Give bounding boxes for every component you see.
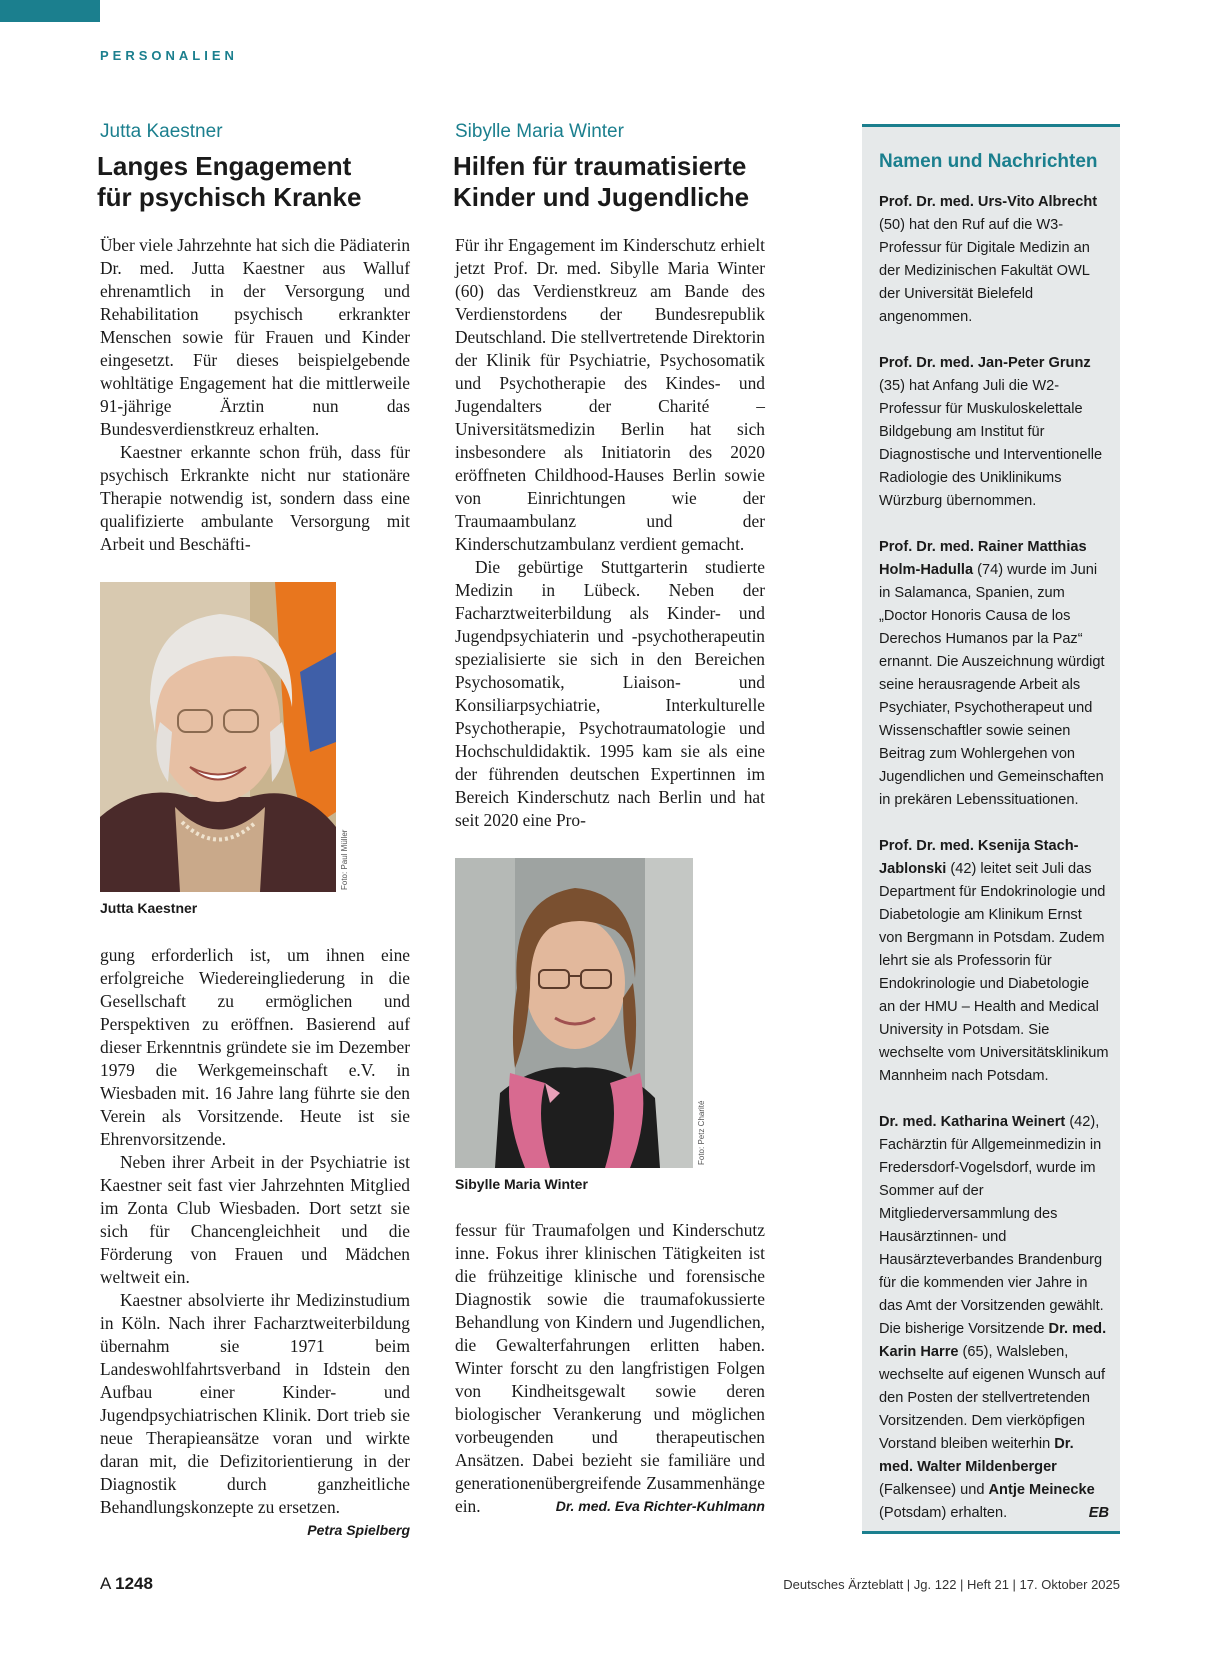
- article1-photo-credit: Foto: Paul Müller: [340, 829, 349, 890]
- article2-headline: [453, 151, 749, 213]
- sidebar-entry-2-text: (35) hat Anfang Juli die W2-Professur für Muskuloskelettale Bildgebung am Institut für Diagnostische und Interventionelle Radiologie des Uniklinikums Würzburg übernommen.: [879, 378, 1103, 509]
- article2-photo-credit: Foto: Petz Charité: [697, 1100, 706, 1165]
- page-prefix: A: [100, 1574, 111, 1593]
- sidebar-entry-5-name-2: Dr. med. Karin Harre: [879, 1321, 1107, 1360]
- sidebar-entry-4: [879, 835, 1109, 1088]
- article1-column-bottom: [100, 944, 410, 1542]
- article1-paragraph-3: Neben ihrer Arbeit in der Psychiatrie ist Kaestner seit fast vier Jahrzehnten Mitglied im Zonta Club Wiesbaden. Dort setzt sie sich für Chancengleichheit und die Förderung von Frauen und Mädchen weltweit ein.: [100, 1152, 410, 1287]
- sidebar-entry-2-name: Prof. Dr. med. Jan-Peter Grunz: [879, 355, 1091, 371]
- article1-photo-caption: Jutta Kaestner: [100, 900, 198, 916]
- sidebar-entry-5-name: Dr. med. Katharina Weinert: [879, 1114, 1066, 1130]
- article2-column-bottom: [455, 1219, 765, 1518]
- article2-paragraph-1: Für ihr Engagement im Kinderschutz erhielt jetzt Prof. Dr. med. Sibylle Maria Winter (60) das Verdienstkreuz am Bande des Verdienstordens der Bundesrepublik Deutschland. Die stellvertretende Direktorin der Klinik für Psychiatrie, Psychosomatik und Psychotherapie des Kindes- und Jugendalters der Charité – Universitätsmedizin Berlin hat sich insbesondere als Initiatorin des 2020 eröffneten Childhood-Hauses Berlin sowie von Einrichtungen wie der Traumaambulanz und der Kinderschutzambulanz verdient gemacht.: [455, 235, 765, 554]
- sidebar-entry-3-text: (74) wurde im Juni in Salamanca, Spanien, zum „Doctor Honoris Causa de los Derechos Humanos par la Paz“ ernannt. Die Auszeichnung würdigt seine herausragende Arbeit als Psychiater, Psychotherapeut und Wissenschaftler sowie seinen Beitrag zum Wohlergehen von Jugendlichen und Gemeinschaften in prekären Lebenssituationen.: [879, 562, 1105, 808]
- article2-paragraph-2a: Die gebürtige Stuttgarterin studierte Medizin in Lübeck. Neben der Facharztweiterbildung als Kinder- und Jugendpsychiaterin und -psychotherapeutin spezialisierte sie sich in den Bereichen Psychosomatik, Liaison- und Konsiliarpsychiatrie, Interkulturelle Psychotherapie, Psychotraumatologie und Hochschuldidaktik. 1995 kam sie als eine der führenden deutschen Expertinnen im Bereich Kinderschutz nach Berlin und hat seit 2020 eine Pro-: [455, 557, 765, 830]
- article1-headline: [97, 151, 361, 213]
- corner-accent-bar: [0, 0, 100, 22]
- article1-paragraph-2b: gung erforderlich ist, um ihnen eine erfolgreiche Wiedereingliederung in die Gesellschaft zu ermöglichen und Perspektiven zu eröffnen. Basierend auf dieser Erkenntnis gründete sie im Dezember 1979 die Werkgemeinschaft e.V. in Wiesbaden mit. 16 Jahre lang führte sie den Verein als Vorsitzende. Heute ist sie Ehrenvorsitzende.: [100, 945, 410, 1149]
- sidebar-entry-1: [879, 191, 1109, 329]
- sidebar-entry-5-name-3: Dr. med. Walter Mildenberger: [879, 1436, 1074, 1475]
- article1-author: Petra Spielberg: [307, 1522, 410, 1538]
- page-number: [100, 1574, 153, 1594]
- article2-author: Dr. med. Eva Richter-Kuhlmann: [555, 1498, 765, 1514]
- article1-kicker: Jutta Kaestner: [100, 121, 223, 142]
- article1-headline-line1: Langes Engagement: [97, 151, 352, 181]
- article2-headline-line1: Hilfen für traumatisierte: [453, 151, 747, 181]
- sidebar-title: Namen und Nachrichten: [879, 151, 1098, 172]
- sidebar-entry-5-text-3: (Falkensee) und: [879, 1482, 989, 1498]
- page-number-value: 1248: [115, 1574, 153, 1593]
- article2-kicker: Sibylle Maria Winter: [455, 121, 624, 142]
- sidebar-body: [879, 191, 1109, 1548]
- article2-paragraph-2b-text: fessur für Traumafolgen und Kinderschutz inne. Fokus ihrer klinischen Tätigkeiten ist die frühzeitige klinische und forensische Diagnostik sowie die traumafokussierte Behandlung von Kindern und Jugendlichen, die Gewalterfahrungen erlitten haben. Winter forscht zu den langfristigen Folgen von Kindheitsgewalt sowie deren biologischer Verankerung und möglichen vorbeugenden und therapeutischen Ansätzen. Dabei bezieht sie familiäre und generationenübergreifende Zusammenhänge ein.: [455, 1220, 765, 1516]
- article2-column-top: [455, 234, 765, 832]
- article2-paragraph-2b: [455, 1219, 765, 1518]
- article2-photo-caption: Sibylle Maria Winter: [455, 1176, 588, 1192]
- article2-headline-line2: Kinder und Jugendliche: [453, 182, 750, 212]
- sidebar-entry-4-name: Prof. Dr. med. Ksenija Stach-Jablonski: [879, 838, 1079, 877]
- sidebar-entry-5-name-4: Antje Meinecke: [988, 1482, 1095, 1498]
- sidebar-entry-5-text-2: (65), Walsleben, wechselte auf eigenen Wunsch auf den Posten der stellvertretenden Vorsitzenden. Dem vierköpfigen Vorstand bleiben weiterhin: [879, 1344, 1106, 1452]
- journal-info: Deutsches Ärzteblatt | Jg. 122 | Heft 21 | 17. Oktober 2025: [783, 1577, 1120, 1592]
- section-label: PERSONALIEN: [100, 48, 238, 63]
- sidebar-entry-4-text: (42) leitet seit Juli das Department für Endokrinologie und Diabetologie am Klinikum Ernst von Bergmann in Potsdam. Zudem lehrt sie als Professorin für Endokrinologie und Diabetologie an der HMU – Health and Medical University in Potsdam. Sie wechselte vom Universitätsklinikum Mannheim nach Potsdam.: [879, 861, 1109, 1084]
- sidebar-entry-5-text-1: (42), Fachärztin für Allgemeinmedizin in Fredersdorf-Vogelsdorf, wurde im Sommer auf der Mitgliederversammlung des Hausärztinnen- und Hausärzteverbandes Brandenburg für die kommenden vier Jahre in das Amt der Vorsitzenden gewählt. Die bisherige Vorsitzende: [879, 1114, 1104, 1337]
- article1-column-top: [100, 234, 410, 556]
- sidebar-entry-5: [879, 1111, 1109, 1525]
- sidebar-entry-2: [879, 352, 1109, 513]
- sibylle-maria-winter-photo: [455, 858, 693, 1168]
- sidebar-entry-3: [879, 536, 1109, 812]
- article1-paragraph-4: [100, 1289, 410, 1538]
- jutta-kaestner-photo: [100, 582, 336, 892]
- sidebar-entry-1-text: (50) hat den Ruf auf die W3-Professur für Digitale Medizin an der Medizinischen Fakultät OWL der Universität Bielefeld angenommen.: [879, 217, 1090, 325]
- article1-paragraph-4-text: Kaestner absolvierte ihr Medizinstudium in Köln. Nach ihrer Facharztweiterbildung übernahm sie 1971 beim Landeswohlfahrtsverband in Idstein den Aufbau einer Kinder- und Jugendpsychiatrischen Klinik. Dort trieb sie neue Therapieansätze voran und wirkte daran mit, die Defizitorientierung in der Diagnostik durch ganzheitliche Behandlungskonzepte zu ersetzen.: [100, 1290, 410, 1517]
- sidebar-signature: EB: [1088, 1505, 1109, 1521]
- sidebar-entry-5-text-4: (Potsdam) erhalten.: [879, 1505, 1008, 1521]
- article1-paragraph-1: Über viele Jahrzehnte hat sich die Pädiaterin Dr. med. Jutta Kaestner aus Walluf ehrenamtlich in der Versorgung und Rehabilitation psychisch erkrankter Menschen sowie für Frauen und Kinder eingesetzt. Für dieses beispielgebende wohltätige Engagement hat die mittlerweile 91-jährige Ärztin nun das Bundesverdienstkreuz erhalten.: [100, 235, 411, 439]
- article1-headline-line2: für psychisch Kranke: [97, 182, 362, 212]
- article1-paragraph-2a: Kaestner erkannte schon früh, dass für psychisch Erkrankte nicht nur stationäre Therapie notwendig ist, sondern dass eine qualifizierte ambulante Versorgung mit Arbeit und Beschäfti-: [100, 442, 410, 554]
- sidebar-entry-3-name: Prof. Dr. med. Rainer Matthias Holm-Hadulla: [879, 539, 1087, 578]
- sidebar-entry-1-name: Prof. Dr. med. Urs-Vito Albrecht: [879, 194, 1098, 210]
- names-news-sidebar: [862, 124, 1120, 1534]
